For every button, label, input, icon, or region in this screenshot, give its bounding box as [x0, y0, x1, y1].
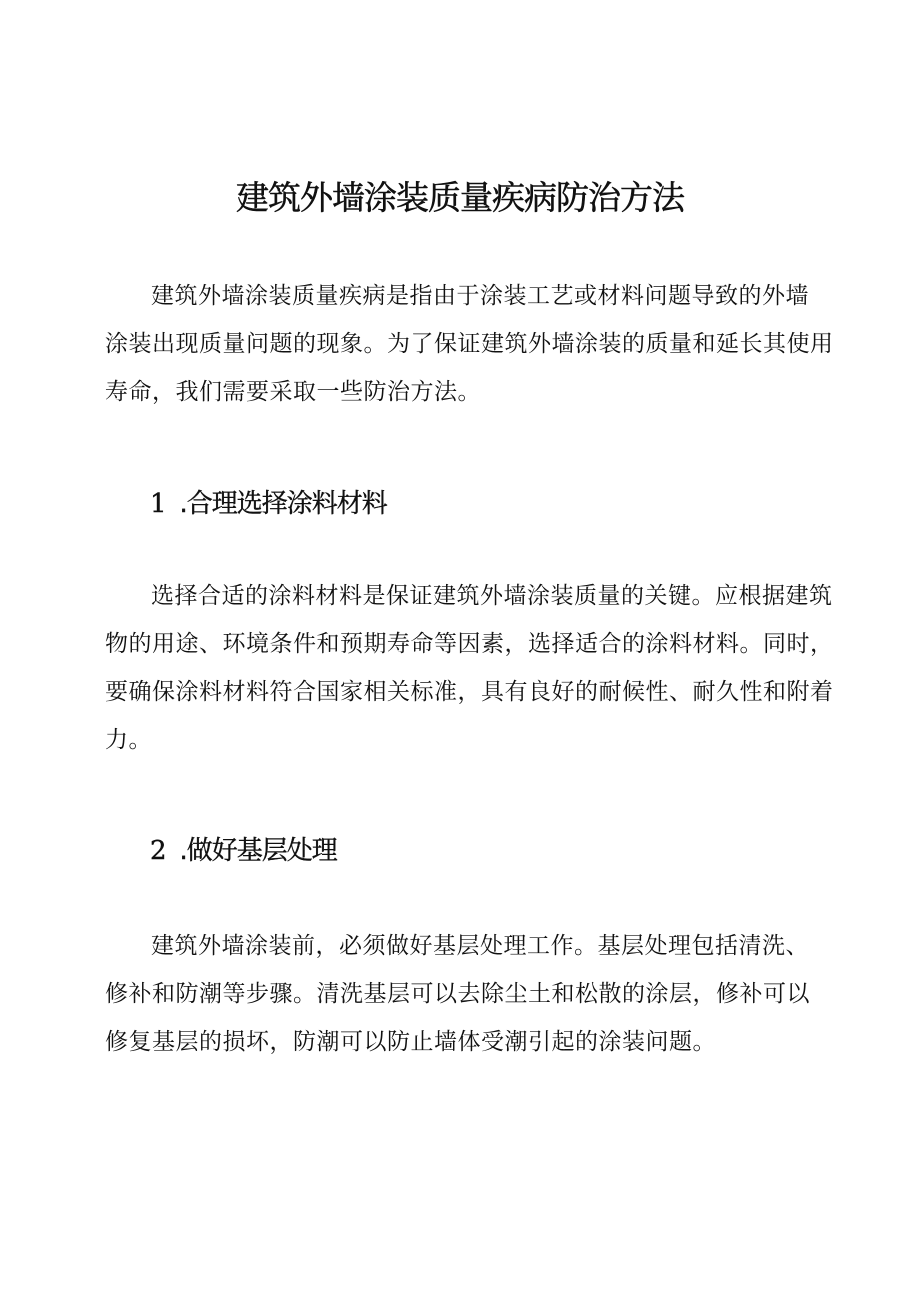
section-1-paragraph: [105, 572, 834, 764]
section-number: 1: [150, 489, 166, 519]
paragraph-line: 建筑外墙涂装前，必须做好基层处理工作。基层处理包括清洗、: [151, 933, 809, 959]
paragraph-line: 要确保涂料材料符合国家相关标准，具有良好的耐候性、耐久性和附着: [105, 679, 834, 705]
section-heading-1: [150, 484, 387, 524]
paragraph-line: 涂装出现质量问题的现象。为了保证建筑外墙涂装的质量和延长其使用: [105, 331, 834, 357]
paragraph-line: 寿命，我们需要采取一些防治方法。: [105, 379, 481, 405]
paragraph-line: 修补和防潮等步骤。清洗基层可以去除尘土和松散的涂层，修补可以: [105, 981, 810, 1007]
section-heading-text: .合理选择涂料材料: [179, 489, 387, 519]
section-heading-text: .做好基层处理: [179, 836, 337, 866]
intro-paragraph: [105, 272, 834, 416]
section-2-paragraph: [105, 922, 810, 1066]
paragraph-line: 物的用途、环境条件和预期寿命等因素，选择适合的涂料材料。同时，: [105, 631, 834, 657]
document-title: 建筑外墙涂装质量疾病防治方法: [236, 178, 684, 217]
paragraph-line: 力。: [105, 727, 152, 753]
paragraph-line: 选择合适的涂料材料是保证建筑外墙涂装质量的关键。应根据建筑: [151, 583, 833, 609]
section-number: 2: [150, 836, 166, 866]
section-heading-2: [150, 831, 337, 871]
paragraph-line: 修复基层的损坏，防潮可以防止墙体受潮引起的涂装问题。: [105, 1029, 716, 1055]
paragraph-line: 建筑外墙涂装质量疾病是指由于涂装工艺或材料问题导致的外墙: [151, 283, 809, 309]
